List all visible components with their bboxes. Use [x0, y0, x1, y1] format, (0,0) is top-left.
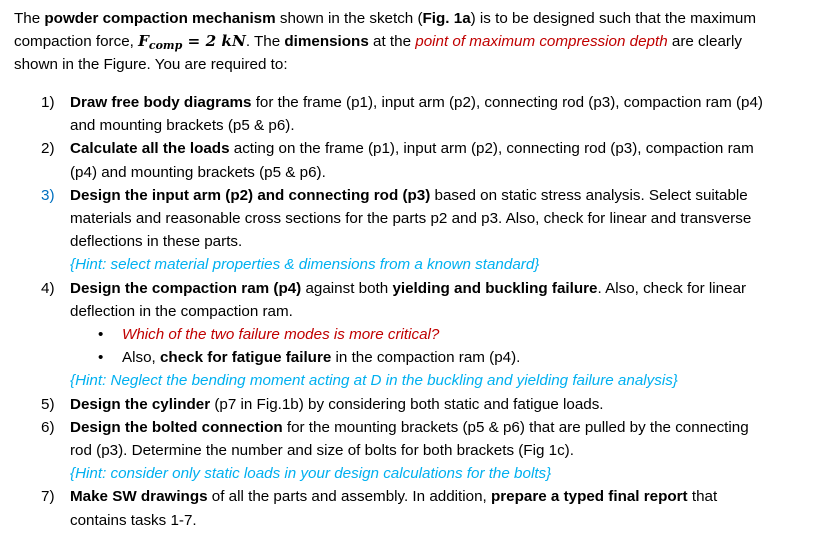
- task-number: 3): [41, 186, 55, 204]
- task-text: . Also, check for linear: [597, 279, 747, 297]
- task-text: for the frame (p1), input arm (p2), connecting rod (p3), compaction ram (p4): [251, 94, 763, 111]
- task-number: 1): [41, 94, 55, 111]
- task-number: 5): [41, 395, 55, 413]
- task-number: 2): [41, 140, 55, 158]
- task-text: and mounting brackets (p5 & p6).: [70, 117, 295, 135]
- task-item-2: [0, 137, 817, 183]
- bullet-item-1: [70, 323, 817, 346]
- task-text: against both: [301, 279, 393, 297]
- task-title: Make SW drawings: [70, 488, 208, 506]
- force-formula: [138, 32, 246, 53]
- task-item-3: [0, 184, 817, 277]
- task-text: contains tasks 1-7.: [70, 511, 197, 529]
- force-value: = 2 kN: [182, 32, 246, 51]
- text-bold: powder compaction mechanism: [44, 10, 276, 27]
- task-text-bold: yielding and buckling failure: [392, 279, 598, 297]
- hint-text: {Hint: select material properties & dimensions from a known standard}: [70, 256, 540, 274]
- task-text: based on static stress analysis. Select suitable: [430, 186, 748, 204]
- text-bold: dimensions: [284, 33, 369, 51]
- task-item-6: [0, 416, 817, 486]
- task-text: rod (p3). Determine the number and size of bolts for both brackets (Fig 1c).: [70, 442, 574, 460]
- text: are clearly: [667, 33, 742, 51]
- bullet-icon: •: [98, 349, 104, 367]
- task-list: [0, 91, 817, 532]
- bullet-icon: •: [98, 326, 104, 344]
- task-title: Design the cylinder: [70, 395, 211, 413]
- task-item-1: [0, 91, 817, 137]
- task-text-bold: prepare a typed final report: [490, 488, 688, 506]
- text: compaction force,: [14, 33, 139, 51]
- text: at the: [368, 33, 416, 51]
- task-title: Calculate all the loads: [70, 140, 230, 158]
- bullet-text: in the compaction ram (p4).: [331, 349, 521, 367]
- task-text: that: [687, 488, 718, 506]
- force-symbol: F: [138, 32, 149, 51]
- task-text: deflection in the compaction ram.: [70, 302, 293, 320]
- text: ) is to be designed such that the maximum: [470, 10, 756, 27]
- task-number: 7): [41, 488, 55, 506]
- intro-line-2: [14, 30, 809, 53]
- text: The: [14, 10, 45, 27]
- task-title: Design the input arm (p2) and connecting rod (p3): [70, 186, 431, 204]
- intro-paragraph: [14, 7, 809, 77]
- task-number: 6): [41, 418, 55, 436]
- task-number: 4): [41, 279, 55, 297]
- text: . The: [245, 33, 285, 51]
- task-title: Draw free body diagrams: [70, 94, 252, 111]
- hint-text: {Hint: consider only static loads in your design calculations for the bolts}: [70, 465, 552, 483]
- figure-ref: Fig. 1a: [422, 10, 471, 27]
- task-text: (p7 in Fig.1b) by considering both static and fatigue loads.: [210, 395, 604, 413]
- task-text: acting on the frame (p1), input arm (p2), connecting rod (p3), compaction ram: [229, 140, 754, 158]
- intro-line-3: shown in the Figure. You are required to:: [14, 56, 288, 74]
- task-item-5: [0, 393, 817, 416]
- force-subscript: comp: [148, 39, 183, 53]
- task-text: materials and reasonable cross sections for the parts p2 and p3. Also, check for linear and transverse: [70, 210, 752, 228]
- task-title: Design the compaction ram (p4): [70, 279, 302, 297]
- text-red-italic: point of maximum compression depth: [415, 33, 668, 51]
- task-item-4: [0, 277, 817, 393]
- bullet-text-red: Which of the two failure modes is more critical?: [122, 326, 440, 344]
- task-text: (p4) and mounting brackets (p5 & p6).: [70, 163, 326, 181]
- task-text: for the mounting brackets (p5 & p6) that are pulled by the connecting: [282, 418, 749, 436]
- text: shown in the sketch (: [275, 10, 423, 27]
- task-item-7: [0, 485, 817, 531]
- task-title: Design the bolted connection: [70, 418, 283, 436]
- task-text: deflections in these parts.: [70, 233, 243, 251]
- intro-line-1: [14, 7, 809, 30]
- bullet-text: Also,: [122, 349, 160, 367]
- bullet-text-bold: check for fatigue failure: [159, 349, 332, 367]
- task-text: of all the parts and assembly. In addition,: [207, 488, 491, 506]
- bullet-item-2: [70, 346, 817, 369]
- hint-text: {Hint: Neglect the bending moment acting at D in the buckling and yielding failure analysis}: [70, 372, 678, 390]
